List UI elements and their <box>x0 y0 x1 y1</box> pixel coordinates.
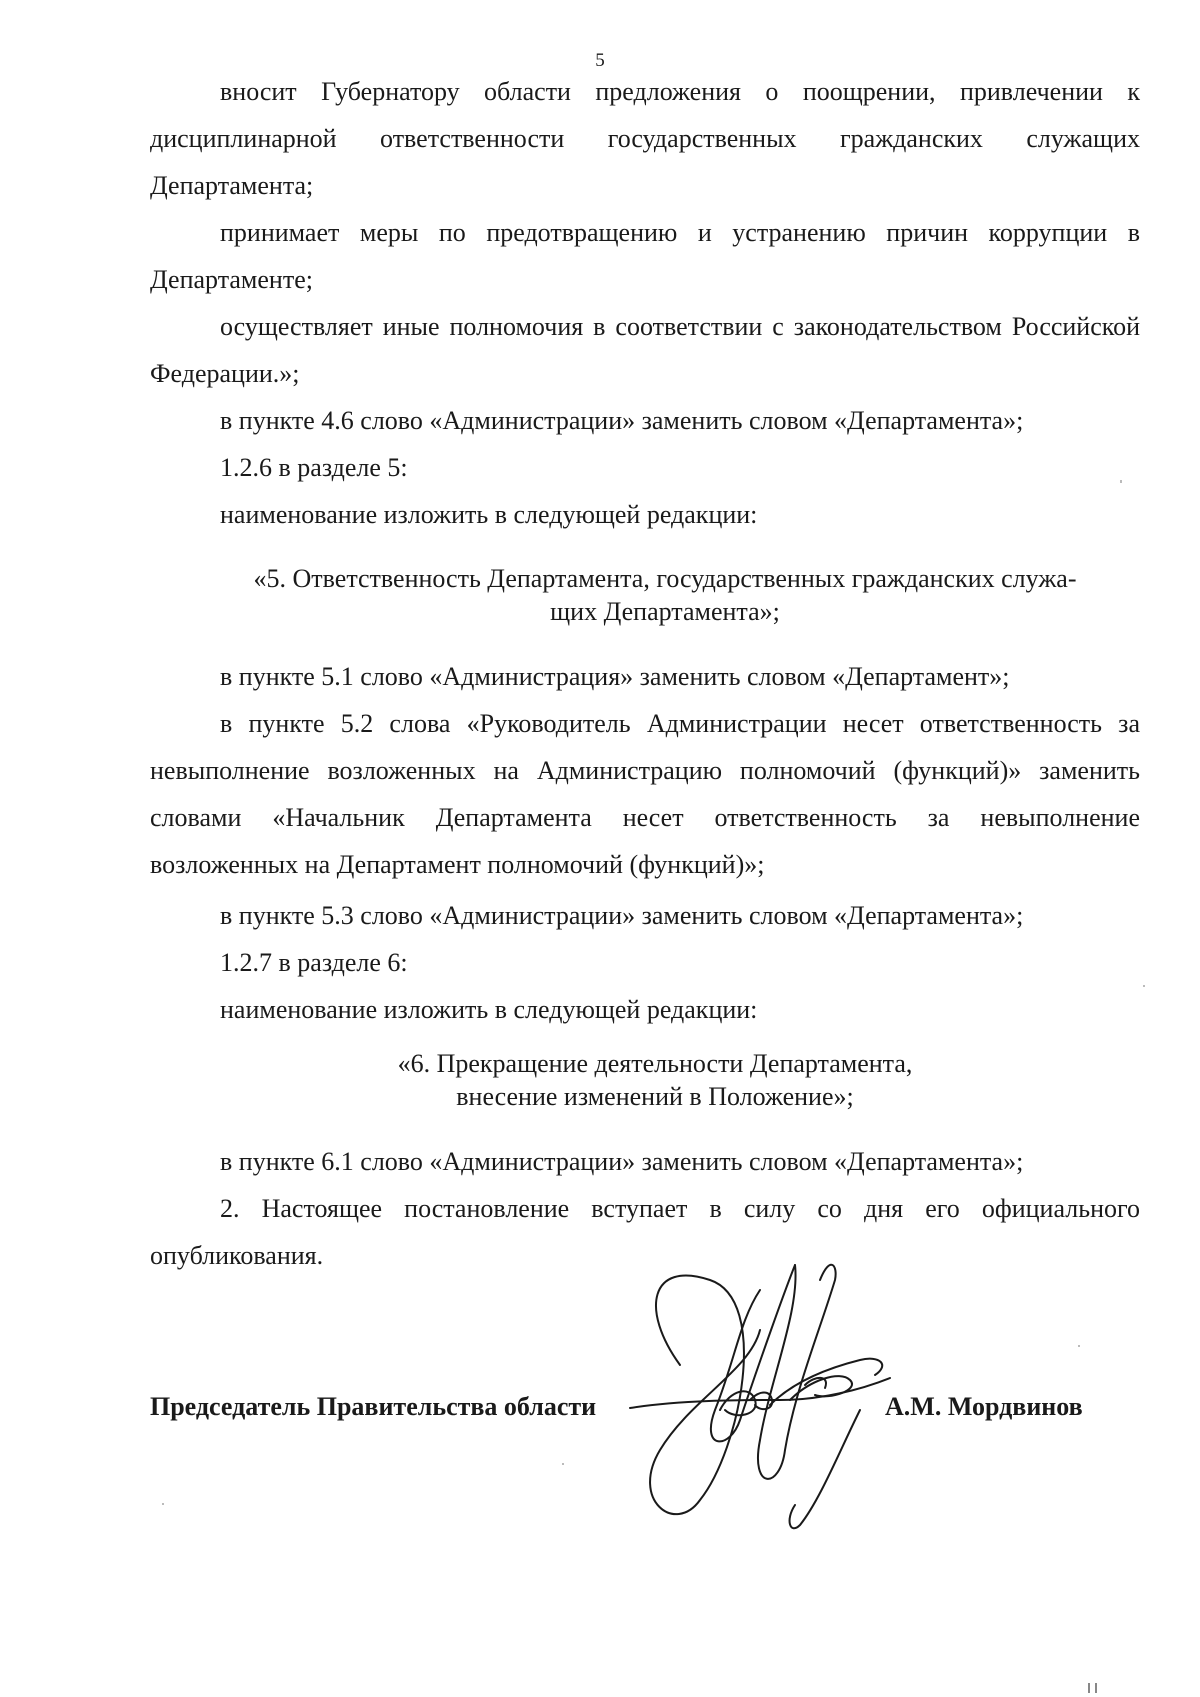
paragraph-naming-6: наименование изложить в следующей редакции: <box>220 995 758 1024</box>
paragraph-naming-5: наименование изложить в следующей редакции: <box>220 500 758 529</box>
scan-speck <box>1095 1683 1097 1693</box>
paragraph-governor-proposals: вносит Губернатору области предложения о поощрении, привлечении к дисциплинарной ответственности государственных гражданских служащих Департамента; <box>150 77 1140 200</box>
paragraph-entry-into-force: 2. Настоящее постановление вступает в силу со дня его официального опубликования. <box>150 1194 1140 1270</box>
scan-speck <box>1120 480 1122 483</box>
paragraph-item-4-6: в пункте 4.6 слово «Администрации» заменить словом «Департамента»; <box>220 406 1024 435</box>
paragraph-1-2-6: 1.2.6 в разделе 5: <box>220 453 408 482</box>
page-number: 5 <box>595 50 605 71</box>
section-6-heading-line1: «6. Прекращение деятельности Департамента, <box>397 1049 913 1078</box>
section-6-heading <box>150 1047 1140 1113</box>
paragraph-1-2-7: 1.2.7 в разделе 6: <box>220 948 408 977</box>
paragraph-item-5-3: в пункте 5.3 слово «Администрации» заменить словом «Департамента»; <box>220 901 1024 930</box>
scan-speck <box>562 1463 564 1465</box>
scan-speck <box>1078 1345 1080 1347</box>
section-6-heading-line2: внесение изменений в Положение»; <box>456 1082 854 1111</box>
scan-speck <box>1143 985 1145 987</box>
signatory-title: Председатель Правительства области <box>150 1392 597 1421</box>
handwritten-signature <box>620 1250 920 1540</box>
signatory-name: А.М. Мордвинов <box>885 1392 1083 1421</box>
paragraph-item-5-2: в пункте 5.2 слова «Руководитель Администрации несет ответственность за невыполнение возложенных на Администрацию полномочий (функций)» заменить словами «Начальник Департамента несет ответственность за невыполнение возложенных на Департамент полномочий (функций)»; <box>150 709 1140 879</box>
paragraph-other-powers: осуществляет иные полномочия в соответствии с законодательством Российской Федерации.»; <box>150 312 1140 388</box>
paragraph-item-5-1: в пункте 5.1 слово «Администрация» заменить словом «Департамент»; <box>220 662 1010 691</box>
paragraph-item-6-1: в пункте 6.1 слово «Администрации» заменить словом «Департамента»; <box>220 1147 1024 1176</box>
section-5-heading-line2: щих Департамента»; <box>550 597 780 626</box>
section-5-heading-line1: «5. Ответственность Департамента, государственных гражданских служа- <box>253 564 1077 593</box>
scan-speck <box>162 1503 164 1505</box>
paragraph-corruption-measures: принимает меры по предотвращению и устранению причин коррупции в Департаменте; <box>150 218 1140 294</box>
scan-speck <box>1088 1683 1090 1693</box>
section-5-heading <box>150 562 1140 628</box>
